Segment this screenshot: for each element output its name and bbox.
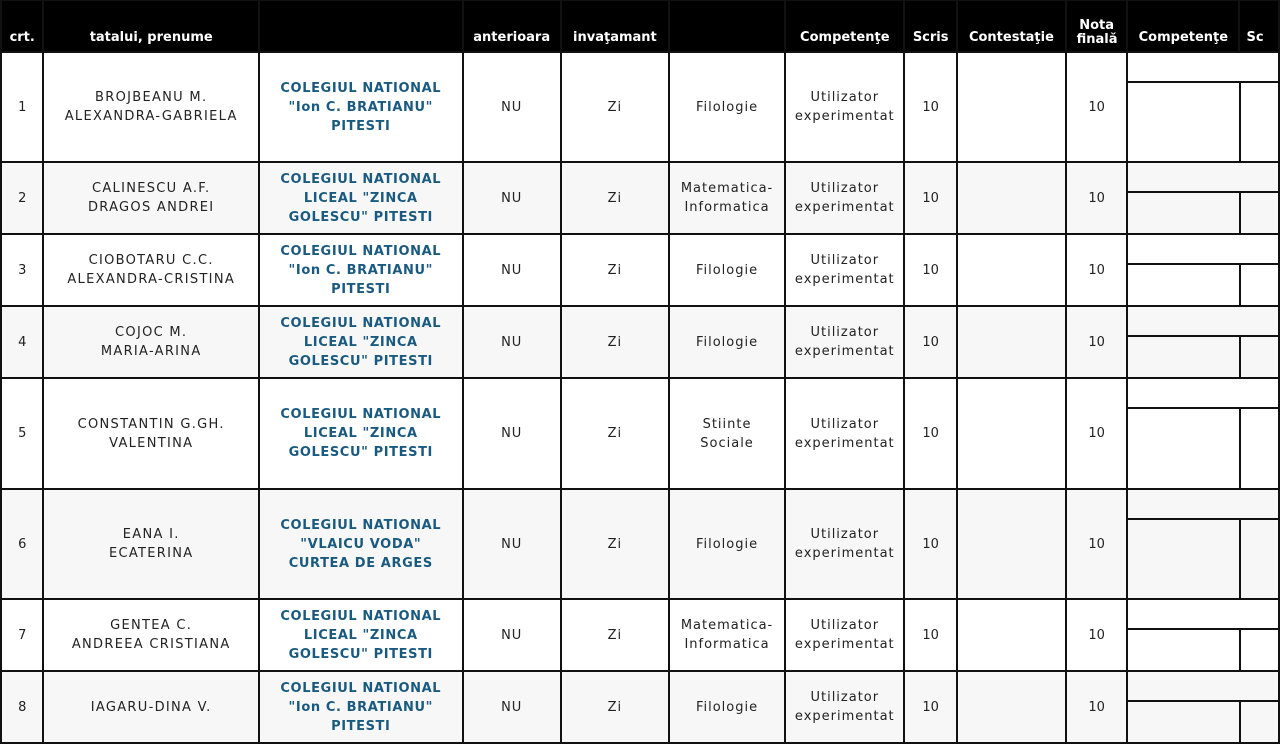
prior-studies: NU [463, 378, 561, 489]
header-school [259, 0, 463, 52]
prior-studies: NU [463, 599, 561, 671]
appeal-score [957, 599, 1066, 671]
header-prior-studies: anterioara [463, 0, 561, 52]
written-score: 10 [904, 489, 956, 599]
written-score: 10 [904, 378, 956, 489]
written-score: 10 [904, 234, 956, 306]
competente-level: Utilizator experimentat [785, 599, 904, 671]
candidate-name: BROJBEANU M. ALEXANDRA-GABRIELA [43, 52, 259, 162]
school-name: COLEGIUL NATIONAL "Ion C. BRATIANU" PITESTI [259, 52, 463, 162]
prior-studies: NU [463, 671, 561, 743]
table-row [1, 378, 1279, 489]
written-score: 10 [904, 671, 956, 743]
written-score: 10 [904, 599, 956, 671]
competente-level: Utilizator experimentat [785, 671, 904, 743]
written-score: 10 [904, 52, 956, 162]
nested-subtable [1127, 489, 1279, 599]
table-row [1, 671, 1279, 743]
school-name: COLEGIUL NATIONAL "VLAICU VODA" CURTEA DE ARGES [259, 489, 463, 599]
nested-subtable [1127, 378, 1279, 489]
table-row [1, 162, 1279, 234]
header-name: tatalui, prenume [43, 0, 259, 52]
header-study-form: invaţamant [561, 0, 669, 52]
nested-subtable [1127, 234, 1279, 306]
appeal-score [957, 378, 1066, 489]
header-scris-2: Sc [1239, 0, 1279, 52]
candidate-name: EANA I. ECATERINA [43, 489, 259, 599]
header-scris: Scris [904, 0, 956, 52]
row-number: 2 [1, 162, 43, 234]
prior-studies: NU [463, 306, 561, 378]
nested-subtable-cells [1128, 518, 1280, 598]
competente-level: Utilizator experimentat [785, 162, 904, 234]
competente-level: Utilizator experimentat [785, 234, 904, 306]
header-contestatie: Contestaţie [957, 0, 1066, 52]
row-number: 6 [1, 489, 43, 599]
header-specialization [669, 0, 785, 52]
competente-level: Utilizator experimentat [785, 306, 904, 378]
competente-level: Utilizator experimentat [785, 378, 904, 489]
nested-subtable-cells [1128, 628, 1280, 670]
competente-level: Utilizator experimentat [785, 489, 904, 599]
row-number: 7 [1, 599, 43, 671]
school-name: COLEGIUL NATIONAL LICEAL "ZINCA GOLESCU" PITESTI [259, 162, 463, 234]
final-grade: 10 [1066, 234, 1127, 306]
nested-subtable-cells [1128, 263, 1280, 305]
nested-subtable-cells [1128, 700, 1280, 742]
final-grade: 10 [1066, 599, 1127, 671]
candidate-name: IAGARU-DINA V. [43, 671, 259, 743]
final-grade: 10 [1066, 162, 1127, 234]
appeal-score [957, 671, 1066, 743]
study-form: Zi [561, 306, 669, 378]
specialization: Filologie [669, 234, 785, 306]
table-row [1, 52, 1279, 162]
final-grade: 10 [1066, 306, 1127, 378]
competente-level: Utilizator experimentat [785, 52, 904, 162]
prior-studies: NU [463, 162, 561, 234]
written-score: 10 [904, 306, 956, 378]
candidate-name: GENTEA C. ANDREEA CRISTIANA [43, 599, 259, 671]
nested-subtable [1127, 306, 1279, 378]
candidate-name: CALINESCU A.F. DRAGOS ANDREI [43, 162, 259, 234]
nested-subtable-cells [1128, 335, 1280, 377]
specialization: Stiinte Sociale [669, 378, 785, 489]
study-form: Zi [561, 599, 669, 671]
row-number: 8 [1, 671, 43, 743]
study-form: Zi [561, 234, 669, 306]
row-number: 5 [1, 378, 43, 489]
nested-subtable-cells [1128, 191, 1280, 233]
row-number: 4 [1, 306, 43, 378]
table-row [1, 306, 1279, 378]
table-row [1, 599, 1279, 671]
specialization: Filologie [669, 52, 785, 162]
school-name: COLEGIUL NATIONAL LICEAL "ZINCA GOLESCU" PITESTI [259, 306, 463, 378]
appeal-score [957, 234, 1066, 306]
header-competente-2: Competenţe [1127, 0, 1239, 52]
final-grade: 10 [1066, 671, 1127, 743]
appeal-score [957, 162, 1066, 234]
school-name: COLEGIUL NATIONAL "Ion C. BRATIANU" PITESTI [259, 671, 463, 743]
specialization: Filologie [669, 306, 785, 378]
header-nota-finala: Nota finală [1066, 0, 1127, 52]
header-crt: crt. [1, 0, 43, 52]
candidate-name: COJOC M. MARIA-ARINA [43, 306, 259, 378]
study-form: Zi [561, 162, 669, 234]
specialization: Matematica- Informatica [669, 599, 785, 671]
header-row [1, 0, 1279, 52]
nested-subtable [1127, 671, 1279, 743]
prior-studies: NU [463, 52, 561, 162]
row-number: 1 [1, 52, 43, 162]
school-name: COLEGIUL NATIONAL "Ion C. BRATIANU" PITESTI [259, 234, 463, 306]
study-form: Zi [561, 489, 669, 599]
header-competente: Competenţe [785, 0, 904, 52]
nested-subtable [1127, 599, 1279, 671]
final-grade: 10 [1066, 378, 1127, 489]
appeal-score [957, 489, 1066, 599]
nested-subtable-cells [1128, 81, 1280, 161]
nested-subtable-cells [1128, 407, 1280, 488]
candidate-name: CIOBOTARU C.C. ALEXANDRA-CRISTINA [43, 234, 259, 306]
candidate-name: CONSTANTIN G.GH. VALENTINA [43, 378, 259, 489]
study-form: Zi [561, 52, 669, 162]
prior-studies: NU [463, 489, 561, 599]
appeal-score [957, 52, 1066, 162]
table-row [1, 234, 1279, 306]
nested-subtable [1127, 162, 1279, 234]
specialization: Filologie [669, 489, 785, 599]
appeal-score [957, 306, 1066, 378]
specialization: Matematica- Informatica [669, 162, 785, 234]
final-grade: 10 [1066, 52, 1127, 162]
nested-subtable [1127, 52, 1279, 162]
school-name: COLEGIUL NATIONAL LICEAL "ZINCA GOLESCU" PITESTI [259, 378, 463, 489]
specialization: Filologie [669, 671, 785, 743]
prior-studies: NU [463, 234, 561, 306]
study-form: Zi [561, 378, 669, 489]
final-grade: 10 [1066, 489, 1127, 599]
written-score: 10 [904, 162, 956, 234]
school-name: COLEGIUL NATIONAL LICEAL "ZINCA GOLESCU" PITESTI [259, 599, 463, 671]
study-form: Zi [561, 671, 669, 743]
row-number: 3 [1, 234, 43, 306]
table-row [1, 489, 1279, 599]
